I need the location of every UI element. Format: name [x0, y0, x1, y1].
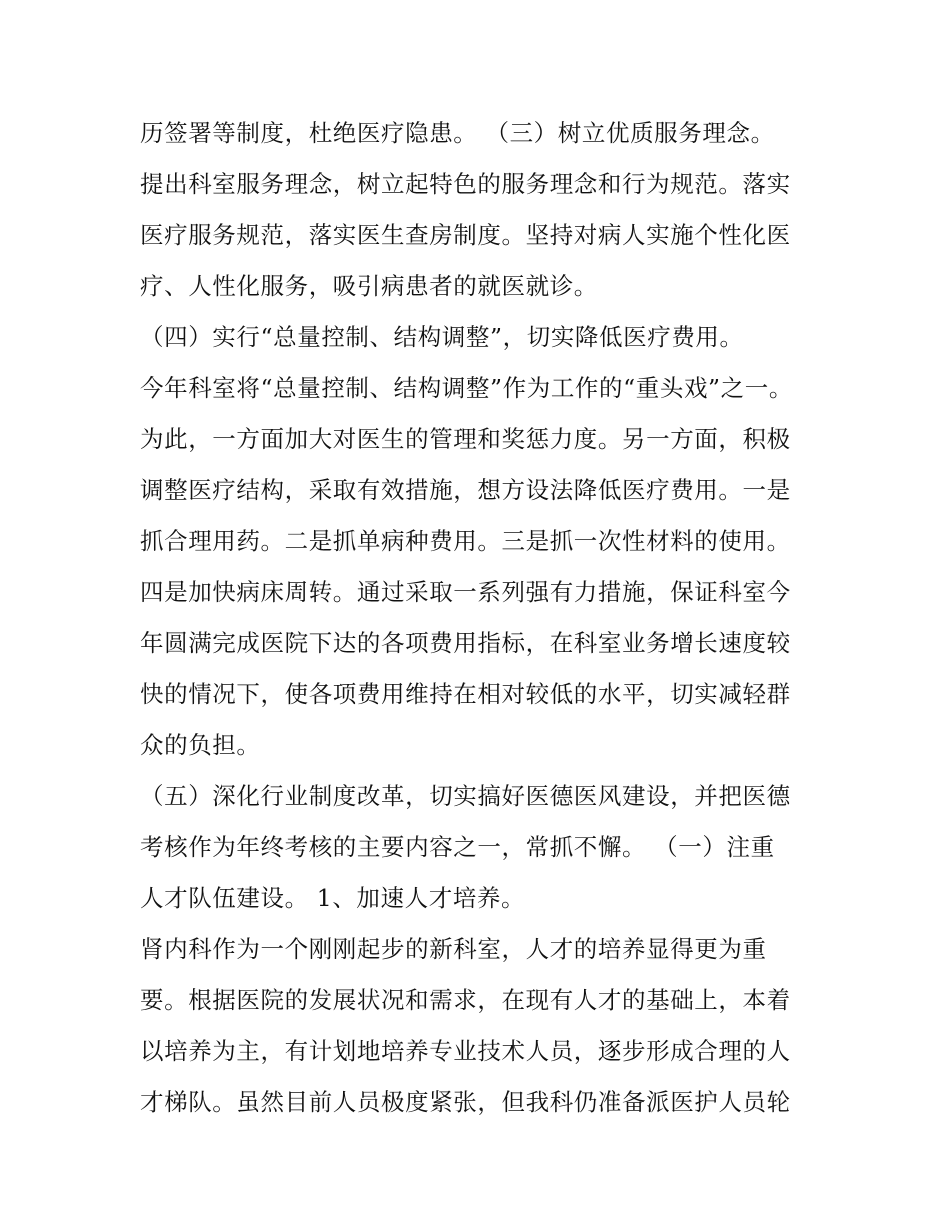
text-line: 疗、人性化服务，吸引病患者的就医就诊。 — [140, 272, 598, 300]
text-line: 年圆满完成医院下达的各项费用指标，在科室业务增长速度较 — [140, 629, 791, 657]
text-line: （五）深化行业制度改革，切实搞好医德医风建设，并把医德 — [140, 782, 791, 810]
text-line: 要。根据医院的发展状况和需求，在现有人才的基础上，本着 — [140, 986, 791, 1014]
text-line: （四）实行“总量控制、结构调整”，切实降低医疗费用。 — [140, 323, 744, 351]
text-line: 抓合理用药。二是抓单病种费用。三是抓一次性材料的使用。 — [140, 527, 791, 555]
text-line: 才梯队。虽然目前人员极度紧张，但我科仍准备派医护人员轮 — [140, 1088, 791, 1116]
text-line: 历签署等制度，杜绝医疗隐患。 （三）树立优质服务理念。 — [140, 119, 775, 147]
text-line: 四是加快病床周转。通过采取一系列强有力措施，保证科室今 — [140, 578, 791, 606]
text-line: 医疗服务规范，落实医生查房制度。坚持对病人实施个性化医 — [140, 221, 791, 249]
text-line: 调整医疗结构，采取有效措施，想方设法降低医疗费用。一是 — [140, 476, 791, 504]
body-text — [140, 108, 820, 1128]
text-line: 今年科室将“总量控制、结构调整”作为工作的“重头戏”之一。 — [140, 374, 793, 402]
text-line: 肾内科作为一个刚刚起步的新科室，人才的培养显得更为重 — [140, 935, 767, 963]
text-line: 众的负担。 — [140, 731, 261, 759]
text-line: 以培养为主，有计划地培养专业技术人员，逐步形成合理的人 — [140, 1037, 791, 1065]
text-line: 快的情况下，使各项费用维持在相对较低的水平，切实减轻群 — [140, 680, 791, 708]
text-line: 人才队伍建设。 1、加速人才培养。 — [140, 884, 526, 912]
text-line: 考核作为年终考核的主要内容之一，常抓不懈。 （一）注重 — [140, 833, 775, 861]
text-line: 为此，一方面加大对医生的管理和奖惩力度。另一方面，积极 — [140, 425, 791, 453]
text-line: 提出科室服务理念，树立起特色的服务理念和行为规范。落实 — [140, 170, 791, 198]
